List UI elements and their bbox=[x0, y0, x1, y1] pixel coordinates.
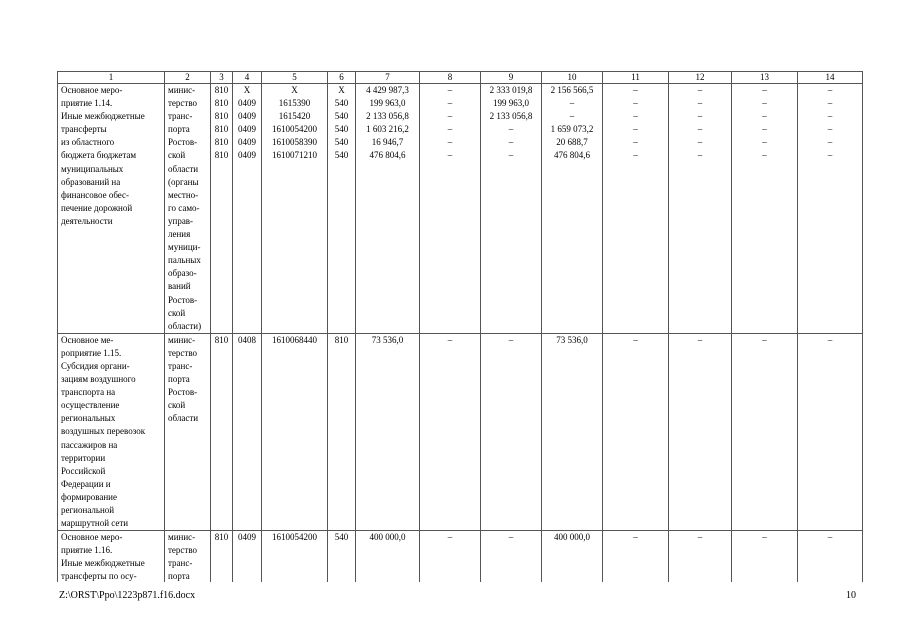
cell-c6 bbox=[328, 333, 356, 530]
header-cell: 8 bbox=[420, 72, 481, 84]
cell-line: области) bbox=[168, 320, 202, 331]
cell-line: трансферты по осу- bbox=[61, 571, 137, 582]
table-row bbox=[58, 333, 863, 530]
header-cell: 4 bbox=[233, 72, 262, 84]
cell-line: деятельности bbox=[61, 215, 113, 226]
cell-c9 bbox=[481, 531, 542, 582]
cell-c13 bbox=[732, 84, 798, 334]
cell-line: – bbox=[827, 532, 833, 543]
cell-name bbox=[58, 531, 165, 582]
cell-c6 bbox=[328, 84, 356, 334]
header-cell: 5 bbox=[262, 72, 328, 84]
cell-line: 1610054200 bbox=[272, 124, 317, 135]
cell-executor bbox=[165, 531, 211, 582]
cell-executor bbox=[165, 333, 211, 530]
cell-line: пассажиров на bbox=[61, 439, 118, 450]
cell-line: (органы bbox=[168, 176, 199, 187]
cell-c5 bbox=[262, 531, 328, 582]
cell-line: 199 963,0 bbox=[493, 98, 529, 109]
cell-line: 1610058390 bbox=[272, 137, 317, 148]
cell-line: 0409 bbox=[238, 137, 256, 148]
cell-line: региональных bbox=[61, 413, 116, 424]
cell-line: – bbox=[447, 85, 453, 95]
cell-line: – bbox=[697, 334, 703, 345]
cell-line: 0408 bbox=[238, 334, 256, 345]
cell-c7 bbox=[356, 531, 420, 582]
budget-table bbox=[57, 71, 863, 582]
cell-c12 bbox=[669, 333, 732, 530]
cell-line: – bbox=[569, 98, 575, 109]
cell-line: Ростов- bbox=[168, 387, 198, 398]
cell-line: 2 333 019,8 bbox=[489, 85, 533, 95]
cell-line: 810 bbox=[214, 334, 229, 345]
cell-line: порта bbox=[168, 124, 190, 135]
cell-line: 199 963,0 bbox=[369, 98, 406, 109]
cell-line: 476 804,6 bbox=[554, 150, 590, 161]
cell-c8 bbox=[420, 84, 481, 334]
cell-line: 540 bbox=[334, 137, 349, 148]
cell-c13 bbox=[732, 531, 798, 582]
cell-line: Основное ме- bbox=[61, 334, 114, 345]
cell-line: – bbox=[697, 150, 703, 161]
cell-line: – bbox=[762, 124, 767, 135]
cell-line: – bbox=[762, 98, 767, 109]
cell-line: 2 133 056,8 bbox=[489, 111, 533, 122]
cell-line: 810 bbox=[214, 111, 229, 122]
cell-line: – bbox=[633, 98, 638, 109]
cell-line: – bbox=[633, 85, 638, 95]
cell-line: трансферты bbox=[61, 124, 107, 135]
cell-line: – bbox=[508, 137, 514, 148]
cell-line: Российской bbox=[61, 465, 106, 476]
cell-line: минис- bbox=[168, 334, 196, 345]
cell-line: – bbox=[827, 85, 833, 95]
cell-c4 bbox=[233, 531, 262, 582]
cell-c14 bbox=[798, 333, 863, 530]
cell-line: – bbox=[447, 137, 453, 148]
cell-line: зациям воздушного bbox=[61, 374, 136, 385]
cell-line: маршрутной сети bbox=[61, 518, 129, 529]
cell-line: – bbox=[762, 137, 767, 148]
cell-line: транс- bbox=[168, 360, 193, 371]
cell-name bbox=[58, 84, 165, 334]
cell-c9 bbox=[481, 333, 542, 530]
header-cell: 2 bbox=[165, 72, 211, 84]
cell-line: региональной bbox=[61, 505, 115, 515]
cell-name bbox=[58, 333, 165, 530]
cell-c5 bbox=[262, 333, 328, 530]
cell-c9 bbox=[481, 84, 542, 334]
cell-line: ваний bbox=[168, 281, 191, 292]
cell-line: 540 bbox=[334, 98, 349, 109]
cell-line: – bbox=[633, 111, 638, 122]
cell-line: – bbox=[633, 334, 638, 345]
cell-line: – bbox=[697, 98, 703, 109]
cell-line: муници- bbox=[168, 242, 201, 253]
cell-line: – bbox=[697, 532, 703, 543]
cell-line: – bbox=[633, 150, 638, 161]
table-row bbox=[58, 531, 863, 582]
cell-line: 1610071210 bbox=[272, 150, 317, 161]
cell-line: области bbox=[168, 163, 199, 174]
cell-line: управ- bbox=[168, 215, 194, 226]
cell-line: 1615420 bbox=[278, 111, 311, 122]
cell-line: – bbox=[762, 85, 767, 95]
cell-line: 4 429 987,3 bbox=[366, 85, 409, 95]
cell-line: – bbox=[697, 137, 703, 148]
cell-c7 bbox=[356, 84, 420, 334]
cell-line: 400 000,0 bbox=[369, 532, 406, 543]
cell-c3 bbox=[211, 84, 233, 334]
cell-line: Х bbox=[338, 85, 345, 95]
cell-line: Х bbox=[291, 85, 298, 95]
cell-line: 810 bbox=[214, 137, 229, 148]
cell-line: 73 536,0 bbox=[556, 334, 588, 345]
cell-line: – bbox=[827, 334, 833, 345]
cell-c10 bbox=[542, 84, 603, 334]
cell-line: – bbox=[569, 111, 575, 122]
cell-line: 810 bbox=[214, 98, 229, 109]
header-cell: 7 bbox=[356, 72, 420, 84]
cell-line: из областного bbox=[61, 137, 115, 148]
cell-line: Ростов- bbox=[168, 294, 198, 305]
cell-line: печение дорожной bbox=[61, 202, 133, 213]
header-row bbox=[58, 72, 863, 84]
cell-line: – bbox=[762, 334, 767, 345]
cell-line: Ростов- bbox=[168, 137, 198, 148]
cell-c12 bbox=[669, 531, 732, 582]
cell-executor bbox=[165, 84, 211, 334]
cell-line: образо- bbox=[168, 268, 197, 279]
cell-line: 540 bbox=[334, 150, 349, 161]
header-cell: 12 bbox=[669, 72, 732, 84]
cell-line: – bbox=[762, 532, 767, 543]
cell-line: терство bbox=[168, 98, 198, 109]
page-number: 10 bbox=[846, 590, 856, 601]
cell-line: роприятие 1.15. bbox=[61, 347, 122, 358]
cell-c4 bbox=[233, 333, 262, 530]
cell-c8 bbox=[420, 531, 481, 582]
cell-line: ления bbox=[168, 229, 191, 240]
cell-line: 476 804,6 bbox=[369, 150, 406, 161]
cell-line: транс- bbox=[168, 558, 193, 569]
table-row bbox=[58, 84, 863, 334]
cell-line: – bbox=[508, 124, 514, 135]
header-cell: 9 bbox=[481, 72, 542, 84]
cell-line: – bbox=[827, 98, 833, 109]
cell-line: ской bbox=[168, 400, 186, 411]
cell-line: – bbox=[447, 98, 453, 109]
cell-line: приятие 1.16. bbox=[61, 545, 113, 556]
cell-line: 540 bbox=[334, 111, 349, 122]
cell-line: Основное меро- bbox=[61, 85, 123, 95]
cell-c12 bbox=[669, 84, 732, 334]
cell-line: порта bbox=[168, 374, 190, 385]
cell-line: 540 bbox=[334, 124, 349, 135]
cell-line: – bbox=[633, 532, 638, 543]
cell-line: – bbox=[827, 137, 833, 148]
cell-line: Федерации и bbox=[61, 478, 111, 489]
cell-line: Иные межбюджетные bbox=[61, 558, 145, 569]
cell-line: терство bbox=[168, 545, 198, 556]
cell-c5 bbox=[262, 84, 328, 334]
cell-line: транспорта на bbox=[61, 387, 116, 398]
cell-line: – bbox=[447, 532, 453, 543]
header-cell: 13 bbox=[732, 72, 798, 84]
cell-line: – bbox=[697, 124, 703, 135]
cell-line: 0409 bbox=[238, 98, 256, 109]
cell-line: 810 bbox=[214, 150, 229, 161]
cell-line: – bbox=[508, 334, 514, 345]
cell-line: финансовое обес- bbox=[61, 189, 129, 200]
cell-line: порта bbox=[168, 571, 190, 582]
cell-c14 bbox=[798, 84, 863, 334]
cell-line: – bbox=[633, 137, 638, 148]
cell-line: 1610054200 bbox=[272, 532, 317, 543]
cell-line: территории bbox=[61, 452, 106, 463]
cell-c3 bbox=[211, 531, 233, 582]
cell-line: области bbox=[168, 413, 199, 424]
cell-line: 400 000,0 bbox=[554, 532, 590, 543]
cell-line: приятие 1.14. bbox=[61, 98, 113, 109]
cell-line: – bbox=[447, 124, 453, 135]
cell-line: – bbox=[447, 150, 453, 161]
cell-line: – bbox=[762, 150, 767, 161]
cell-line: 0409 bbox=[238, 111, 256, 122]
cell-line: Основное меро- bbox=[61, 532, 123, 543]
cell-line: – bbox=[827, 124, 833, 135]
cell-line: воздушных перевозок bbox=[61, 426, 146, 437]
cell-line: 0409 bbox=[238, 150, 256, 161]
cell-line: – bbox=[697, 85, 703, 95]
cell-c6 bbox=[328, 531, 356, 582]
cell-line: Х bbox=[243, 85, 251, 95]
cell-line: 1610068440 bbox=[272, 334, 317, 345]
cell-line: минис- bbox=[168, 532, 196, 543]
cell-c7 bbox=[356, 333, 420, 530]
cell-line: 73 536,0 bbox=[371, 334, 404, 345]
cell-line: 810 bbox=[214, 124, 229, 135]
cell-line: муниципальных bbox=[61, 163, 124, 174]
cell-line: транс- bbox=[168, 111, 193, 122]
cell-line: 20 688,7 bbox=[556, 137, 588, 148]
cell-line: – bbox=[762, 111, 767, 122]
cell-c11 bbox=[603, 531, 669, 582]
cell-line: – bbox=[508, 532, 514, 543]
cell-line: 810 bbox=[214, 532, 229, 543]
cell-line: бюджета бюджетам bbox=[61, 150, 137, 161]
cell-line: 1615390 bbox=[278, 98, 311, 109]
cell-line: 2 133 056,8 bbox=[366, 111, 409, 122]
cell-line: 1 659 073,2 bbox=[550, 124, 594, 135]
cell-line: – bbox=[827, 111, 833, 122]
cell-line: осуществление bbox=[61, 400, 120, 411]
cell-line: минис- bbox=[168, 85, 196, 95]
cell-line: – bbox=[447, 334, 453, 345]
cell-line: Субсидия органи- bbox=[61, 360, 130, 371]
cell-c11 bbox=[603, 333, 669, 530]
cell-line: 540 bbox=[334, 532, 349, 543]
cell-line: – bbox=[697, 111, 703, 122]
cell-line: 810 bbox=[214, 85, 229, 95]
cell-line: 16 946,7 bbox=[371, 137, 404, 148]
cell-line: – bbox=[827, 150, 833, 161]
cell-c4 bbox=[233, 84, 262, 334]
cell-c10 bbox=[542, 531, 603, 582]
cell-line: пальных bbox=[168, 255, 201, 266]
cell-line: – bbox=[508, 150, 514, 161]
cell-line: 1 603 216,2 bbox=[366, 124, 409, 135]
header-cell: 11 bbox=[603, 72, 669, 84]
cell-line: 0409 bbox=[238, 124, 256, 135]
header-cell: 3 bbox=[211, 72, 233, 84]
cell-line: местно- bbox=[168, 189, 199, 200]
cell-c3 bbox=[211, 333, 233, 530]
cell-c14 bbox=[798, 531, 863, 582]
header-cell: 14 bbox=[798, 72, 863, 84]
cell-line: формирование bbox=[61, 491, 117, 502]
cell-line: Иные межбюджетные bbox=[61, 111, 145, 122]
cell-line: 2 156 566,5 bbox=[550, 85, 594, 95]
cell-line: терство bbox=[168, 347, 198, 358]
cell-line: 810 bbox=[334, 334, 349, 345]
header-cell: 1 bbox=[58, 72, 165, 84]
cell-c8 bbox=[420, 333, 481, 530]
header-cell: 6 bbox=[328, 72, 356, 84]
cell-line: го само- bbox=[168, 202, 200, 213]
file-path: Z:\ORST\Ppo\1223p871.f16.docx bbox=[59, 590, 196, 601]
cell-line: – bbox=[633, 124, 638, 135]
cell-line: – bbox=[447, 111, 453, 122]
cell-c11 bbox=[603, 84, 669, 334]
cell-line: ской bbox=[168, 150, 186, 161]
cell-line: 0409 bbox=[238, 532, 256, 543]
cell-line: ской bbox=[168, 307, 186, 318]
header-cell: 10 bbox=[542, 72, 603, 84]
cell-c13 bbox=[732, 333, 798, 530]
cell-c10 bbox=[542, 333, 603, 530]
cell-line: образований на bbox=[61, 176, 121, 187]
